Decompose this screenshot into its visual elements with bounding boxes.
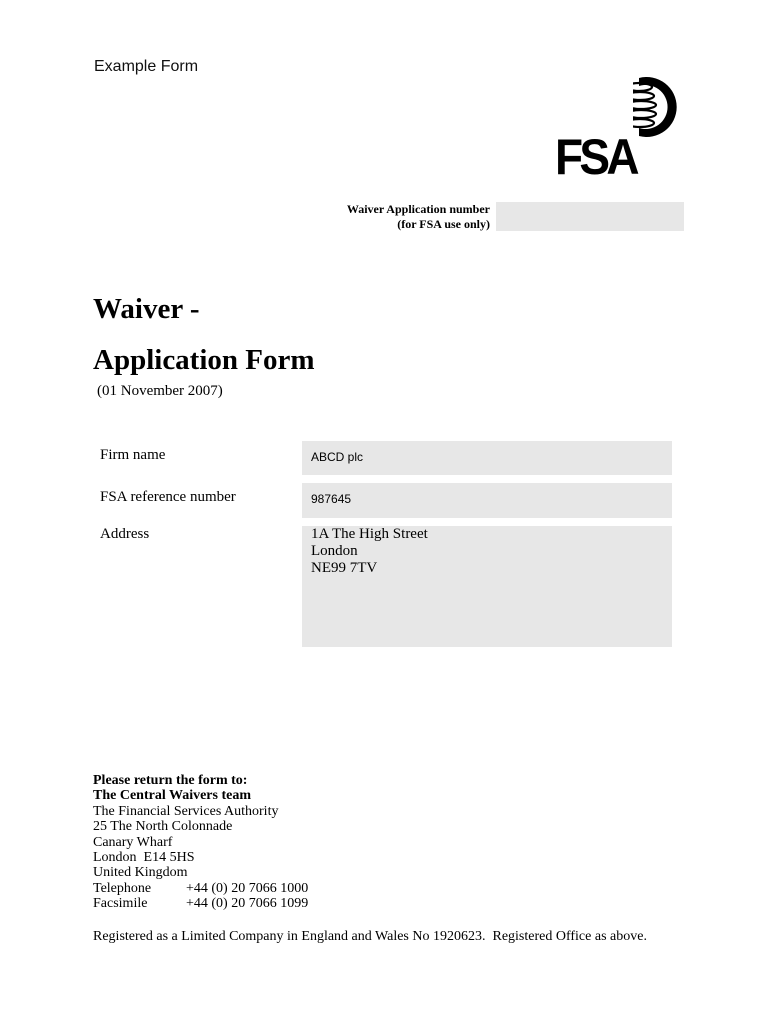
return-address-line: London E14 5HS <box>93 850 195 866</box>
address-line: 1A The High Street <box>311 526 428 542</box>
address-label: Address <box>100 526 150 542</box>
fsa-reference-label: FSA reference number <box>100 489 236 505</box>
facsimile-label: Facsimile <box>93 896 148 912</box>
address-line: NE99 7TV <box>311 560 378 576</box>
telephone-label: Telephone <box>93 880 152 896</box>
telephone-value: +44 (0) 20 7066 1000 <box>186 880 309 896</box>
page-title <box>93 284 315 386</box>
return-team: The Central Waivers team <box>93 788 251 804</box>
facsimile-row <box>93 896 308 911</box>
fsa-logo-text: FSA <box>555 129 636 185</box>
waiver-number-label-line2: (for FSA use only) <box>397 217 490 231</box>
page-title-line2: Application Form <box>93 344 315 376</box>
facsimile-value: +44 (0) 20 7066 1099 <box>186 896 309 912</box>
form-header-label: Example Form <box>94 58 199 75</box>
address-field[interactable] <box>302 526 672 647</box>
firm-name-field[interactable]: ABCD plc <box>302 441 672 475</box>
waiver-number-label <box>300 202 490 232</box>
return-address-line: United Kingdom <box>93 865 188 881</box>
return-address-line: The Financial Services Authority <box>93 803 279 819</box>
page-title-line1: Waiver - <box>93 293 200 325</box>
form-date: (01 November 2007) <box>97 383 223 399</box>
fsa-reference-field[interactable]: 987645 <box>302 483 672 518</box>
waiver-number-field[interactable] <box>496 202 684 231</box>
waiver-number-label-line1: Waiver Application number <box>346 202 490 216</box>
registration-footer: Registered as a Limited Company in England and Wales No 1920623. Registered Office as above. <box>93 929 647 944</box>
telephone-row <box>93 881 308 896</box>
return-address-block <box>93 773 308 912</box>
firm-name-label: Firm name <box>100 447 166 463</box>
fsa-logo <box>555 74 685 184</box>
return-heading: Please return the form to: <box>93 773 248 788</box>
address-line: London <box>311 543 358 559</box>
return-address-line: Canary Wharf <box>93 834 173 850</box>
return-address-line: 25 The North Colonnade <box>93 819 233 835</box>
